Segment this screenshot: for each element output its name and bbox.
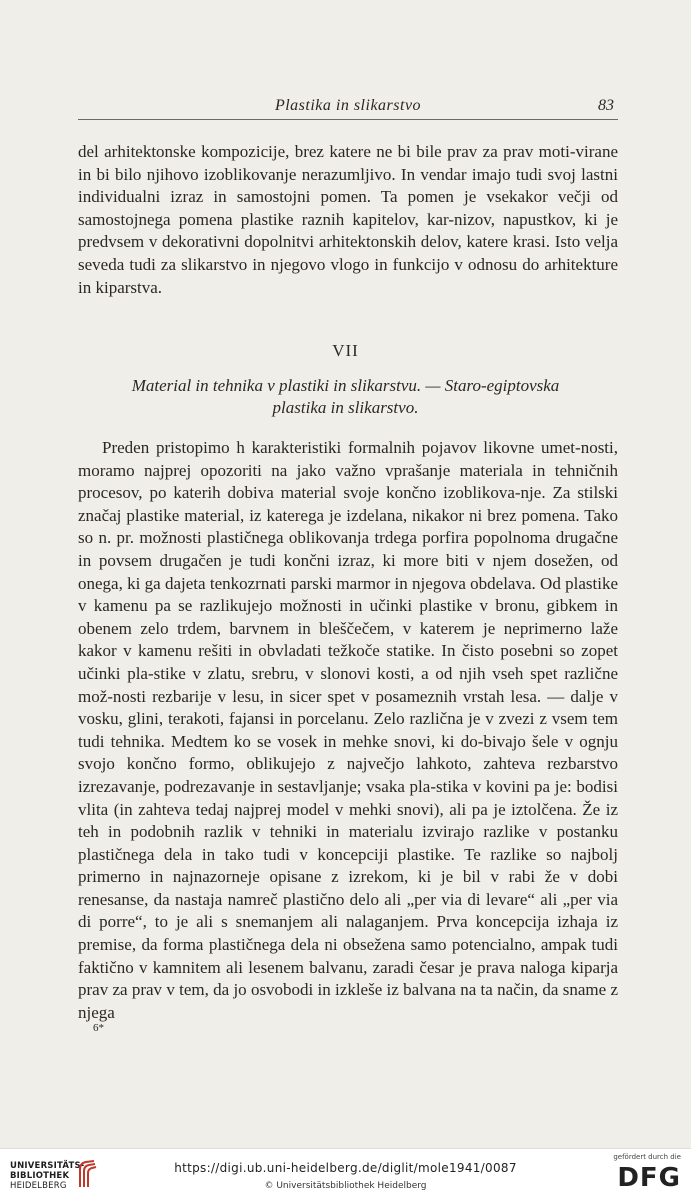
page-number: 83 [598, 97, 614, 114]
footer-bar [0, 1148, 691, 1201]
permalink-url[interactable]: https://digi.ub.uni-heidelberg.de/diglit/mole1941/0087 [174, 1161, 517, 1175]
institution-name: UNIVERSITÄTS- BIBLIOTHEK HEIDELBERG [10, 1161, 85, 1191]
body-paragraph [78, 437, 618, 1024]
running-head [78, 97, 618, 120]
copyright-notice: © Universitätsbibliothek Heidelberg [264, 1181, 427, 1191]
signature-mark: 6* [93, 1022, 104, 1034]
dfg-caption: gefördert durch die [613, 1153, 681, 1161]
body-paragraph [78, 141, 618, 299]
paragraph-text: Preden pristopimo h karakteristiki formalnih pojavov likovne umet-nosti, moramo najprej opozoriti na jako važno vprašanje materiala in tehničnih procesov, po katerih dobiva material svoje končno izoblikova-nje. Za stilski značaj plastike material, iz katerega je izdelana, nikakor ni brez pomena. Tako so n. pr. možnosti plastičnega oblikovanja trdega porfira popolnoma drugačne in povsem drugačen je tudi končni izraz, ki more biti v njem dosežen, od onega, ki ga dajeta tenkozrnati parski marmor in njegova obdelava. Od plastike v kamenu pa se razlikujejo možnosti in učinki plastike v bronu, gibkem in obenem zelo trdem, barvnem in bleščečem, v katerem je neprimerno laže kakor v kamenu rešiti in obvladati težkoče statike. In čisto posebni so zopet učinki pla-stike v zlatu, srebru, v slonovi kosti, a od njih vseh spet različne mož-nosti rezbarije v lesu, in sicer spet v posameznih vrstah lesa. — dalje v vosku, glini, terakoti, fajansi in porcelanu. Zelo različna je v zvezi z vsem tem tudi tehnika. Medtem ko se vosek in mehke snovi, ki do-bivajo šele v ognju svojo končno formo, oblikujejo z največjo lahkoto, zahteva rezbarstvo izrezavanje, podrezavanje in sestavljanje; vsaka pla-stika v kovini pa je: bodisi vlita (in zahteva tedaj najprej model v mehki snovi), ali pa je iztolčena. Že iz teh in podobnih razlik v tehniki in materialu izvirajo razlike v postanku plastičnega dela in tako tudi v koncepciji plastike. Te razlike so najbolj primerno in najnazorneje opisane z izrekom, ki je bil v rabi že v dobi renesanse, da nastaja namreč plastično delo ali „per via di levare“ ali „per via di porre“, to je ali s snemanjem ali nalaganjem. Prva koncepcija izhaja iz premise, da forma plastičnega dela ni obsežena samo potencialno, ampak tudi faktično v kamnitem ali lesenem balvanu, zaradi česar je prava naloga kiparja prav za prav v tem, da jo osvobodi in izkleše iz balvana na ta način, da sname z njega [78, 438, 618, 1022]
paragraph-text: del arhitektonske kompozicije, brez katere ne bi bile prav za prav moti-virane in bi bilo njihovo izoblikovanje nerazumljivo. In vendar imajo tudi svoj lastni individualni izraz in samostojni pomen. Ta pomen je vsekakor večji od samostojnega pomena plastike raznih kapitelov, kar-nizov, napustkov, ki je predvsem v dekorativni dopolnitvi arhitektonskih delov, katere krasi. Isto velja seveda tudi za slikarstvo in njegovo vlogo in funkcijo v odnosu do arhitekture in kiparstva. [78, 142, 618, 297]
chapter-number: VII [332, 341, 359, 360]
dfg-logo[interactable] [601, 1153, 681, 1195]
chapter-title: Material in tehnika v plastiki in slikarstvu. — Staro-egiptovska plastika in slikarstvo. [131, 376, 560, 417]
dfg-logo-text: DFG [617, 1163, 681, 1193]
running-title: Plastika in slikarstvo [274, 97, 422, 114]
